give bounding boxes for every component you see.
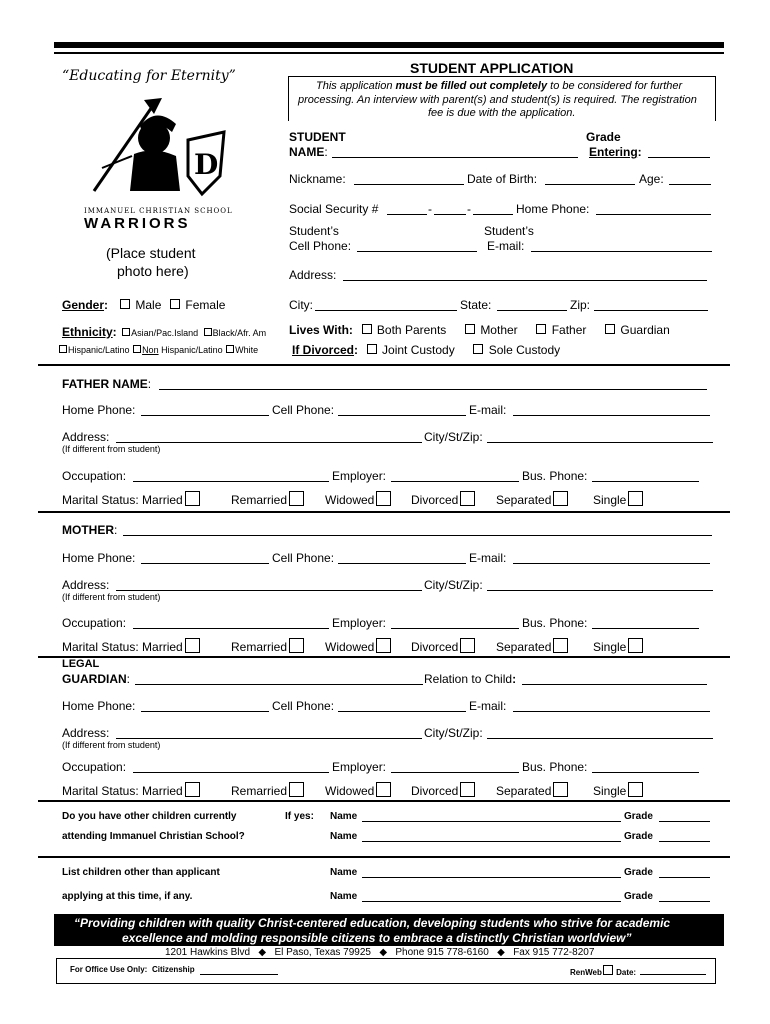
guardian-occupation-label: Occupation: <box>62 760 127 774</box>
father-if-different: (If different from student) <box>62 444 161 454</box>
guardian-address-label: Address: <box>62 726 110 740</box>
father-occupation-label: Occupation: <box>62 469 127 483</box>
diamond-icon: ◆ <box>258 947 267 958</box>
other-children-question-2: attending Immanuel Christian School? <box>62 831 245 842</box>
guardian-city-field[interactable] <box>487 738 713 739</box>
joint-custody-checkbox[interactable] <box>367 344 377 354</box>
mother-address-field[interactable] <box>116 590 422 591</box>
mother-widowed-checkbox[interactable] <box>376 638 391 653</box>
divider-4 <box>38 800 730 802</box>
divider-1 <box>38 364 730 366</box>
top-bar-thick <box>54 42 724 48</box>
father-email-label: E-mail: <box>469 403 507 417</box>
father-cell-phone-label: Cell Phone: <box>272 403 335 417</box>
intro-line3: fee is due with the application. <box>428 107 576 119</box>
applying-name-field-2[interactable] <box>362 901 621 902</box>
renweb-checkbox[interactable] <box>603 965 613 975</box>
mother-bus-phone-field[interactable] <box>592 628 699 629</box>
guardian-cell-phone-field[interactable] <box>338 711 466 712</box>
students-email-label-1: Student’s <box>484 224 534 238</box>
applying-name-label-2: Name <box>330 891 358 902</box>
father-widowed-checkbox[interactable] <box>376 491 391 506</box>
father-single-checkbox[interactable] <box>628 491 643 506</box>
dob-label: Date of Birth: <box>467 172 538 186</box>
zip-label: Zip: <box>570 298 591 312</box>
guardian-label: GUARDIAN: <box>62 672 131 686</box>
entering-label: Entering: <box>589 145 642 159</box>
renweb-row: RenWeb Date: <box>570 965 636 977</box>
father-address-label: Address: <box>62 430 110 444</box>
guardian-employer-label: Employer: <box>332 760 387 774</box>
guardian-cell-phone-label: Cell Phone: <box>272 699 335 713</box>
mother-checkbox[interactable] <box>465 324 475 334</box>
list-children-2: applying at this time, if any. <box>62 891 193 902</box>
age-label: Age: <box>639 172 664 186</box>
office-date-field[interactable] <box>640 974 706 975</box>
child-grade-field-1[interactable] <box>659 821 710 822</box>
diamond-icon: ◆ <box>379 947 388 958</box>
child-name-label-2: Name <box>330 831 358 842</box>
mother-home-phone-field[interactable] <box>141 563 269 564</box>
mother-home-phone-label: Home Phone: <box>62 551 136 565</box>
divider-5 <box>38 856 730 858</box>
students-cell-label-1: Student’s <box>289 224 339 238</box>
father-name-field[interactable] <box>159 389 707 390</box>
father-home-phone-label: Home Phone: <box>62 403 136 417</box>
diamond-icon: ◆ <box>497 947 505 958</box>
mother-remarried-checkbox[interactable] <box>289 638 304 653</box>
both-parents-checkbox[interactable] <box>362 324 372 334</box>
guardian-separated-checkbox[interactable] <box>553 782 568 797</box>
warrior-logo-icon <box>84 96 234 206</box>
mother-divorced-checkbox[interactable] <box>460 638 475 653</box>
nickname-label: Nickname: <box>289 172 346 186</box>
guardian-employer-field[interactable] <box>391 772 519 773</box>
mother-cell-phone-field[interactable] <box>338 563 466 564</box>
intro-line1: This application must be filled out completely to be considered for further <box>316 80 683 92</box>
mother-city-field[interactable] <box>487 590 713 591</box>
guardian-remarried-checkbox[interactable] <box>289 782 304 797</box>
mother-bus-phone-label: Bus. Phone: <box>522 616 588 630</box>
grade-entering-field[interactable] <box>648 157 710 158</box>
mother-cell-phone-label: Cell Phone: <box>272 551 335 565</box>
guardian-address-field[interactable] <box>116 738 422 739</box>
state-label: State: <box>460 298 492 312</box>
age-field[interactable] <box>669 184 711 185</box>
guardian-marital-row: Marital Status: Married <box>62 782 200 798</box>
guardian-home-phone-field[interactable] <box>141 711 269 712</box>
citizenship-label: Citizenship <box>152 965 195 974</box>
guardian-married-checkbox[interactable] <box>185 782 200 797</box>
applying-grade-field-2[interactable] <box>659 901 710 902</box>
other-children-question-1: Do you have other children currently <box>62 811 237 822</box>
child-name-field-2[interactable] <box>362 841 621 842</box>
motto: “Educating for Eternity” <box>62 68 236 84</box>
ethnicity-row-2: Hispanic/Latino Non Hispanic/Latino White <box>58 345 258 355</box>
student-name-label: NAME: <box>289 145 328 159</box>
if-divorced-row: If Divorced: Joint Custody Sole Custody <box>292 343 561 357</box>
black-checkbox[interactable] <box>204 328 212 336</box>
guardian-divorced-checkbox[interactable] <box>460 782 475 797</box>
father-remarried-checkbox[interactable] <box>289 491 304 506</box>
father-city-label: City/St/Zip: <box>424 430 483 444</box>
state-field[interactable] <box>497 310 567 311</box>
gender-row: Gender: Male Female <box>62 298 226 312</box>
non-hispanic-checkbox[interactable] <box>133 345 141 353</box>
contact-row: 1201 Hawkins Blvd ◆ El Paso, Texas 79925 ◆ Phone 915 778-6160 ◆ Fax 915 772-8207 <box>165 947 595 958</box>
city-field[interactable] <box>315 310 457 311</box>
relation-label: Relation to Child: <box>424 672 517 686</box>
page-title: STUDENT APPLICATION <box>410 60 574 76</box>
white-checkbox[interactable] <box>226 345 234 353</box>
sole-custody-checkbox[interactable] <box>473 344 483 354</box>
applying-grade-label-1: Grade <box>624 867 653 878</box>
nickname-field[interactable] <box>354 184 464 185</box>
mother-occupation-field[interactable] <box>133 628 329 629</box>
applying-grade-label-2: Grade <box>624 891 653 902</box>
lives-with-row: Lives With: Both Parents Mother Father Guardian <box>289 323 670 337</box>
father-email-field[interactable] <box>513 415 710 416</box>
father-home-phone-field[interactable] <box>141 415 269 416</box>
mother-single-checkbox[interactable] <box>628 638 643 653</box>
guardian-bus-phone-label: Bus. Phone: <box>522 760 588 774</box>
citizenship-field[interactable] <box>200 974 278 975</box>
guardian-single-checkbox[interactable] <box>628 782 643 797</box>
applying-name-label-1: Name <box>330 867 358 878</box>
father-bus-phone-label: Bus. Phone: <box>522 469 588 483</box>
applying-grade-field-1[interactable] <box>659 877 710 878</box>
father-employer-field[interactable] <box>391 481 519 482</box>
ssn-label: Social Security # <box>289 202 379 216</box>
if-yes-label: If yes: <box>285 811 314 822</box>
student-name-field[interactable] <box>332 157 578 158</box>
guardian-email-field[interactable] <box>513 711 710 712</box>
ssn-field-3[interactable] <box>473 214 513 215</box>
child-grade-label-1: Grade <box>624 811 653 822</box>
father-occupation-field[interactable] <box>133 481 329 482</box>
student-cell-field[interactable] <box>357 251 477 252</box>
ssn-field-2[interactable] <box>434 214 466 215</box>
zip-field[interactable] <box>594 310 708 311</box>
mother-email-label: E-mail: <box>469 551 507 565</box>
guardian-occupation-field[interactable] <box>133 772 329 773</box>
mission-line2: excellence and molding responsible citizens to embrace a distinctly Christian worldview” <box>122 931 632 945</box>
students-email-label-2: E-mail: <box>487 239 525 253</box>
students-cell-label-2: Cell Phone: <box>289 239 352 253</box>
guardian-widowed-checkbox[interactable] <box>376 782 391 797</box>
asian-checkbox[interactable] <box>122 328 130 336</box>
mother-name-label: MOTHER: <box>62 523 118 537</box>
father-name-label: FATHER NAME: <box>62 377 152 391</box>
father-cell-phone-field[interactable] <box>338 415 466 416</box>
guardian-city-label: City/St/Zip: <box>424 726 483 740</box>
photo-placeholder-line1: (Place student <box>106 245 196 261</box>
photo-placeholder-line2: photo here) <box>117 263 189 279</box>
divider-3 <box>38 656 730 658</box>
child-grade-field-2[interactable] <box>659 841 710 842</box>
mother-married-checkbox[interactable] <box>185 638 200 653</box>
guardian-name-field[interactable] <box>135 684 423 685</box>
list-children-1: List children other than applicant <box>62 867 220 878</box>
father-marital-row: Marital Status: Married <box>62 491 200 507</box>
female-checkbox[interactable] <box>170 299 180 309</box>
mother-address-label: Address: <box>62 578 110 592</box>
student-label: STUDENT <box>289 130 346 144</box>
mother-occupation-label: Occupation: <box>62 616 127 630</box>
divider-2 <box>38 511 730 513</box>
dob-field[interactable] <box>545 184 635 185</box>
city-label: City: <box>289 298 313 312</box>
team-name: WARRIORS <box>84 215 191 232</box>
ethnicity-row: Ethnicity: Asian/Pac.Island Black/Afr. Am <box>62 325 267 339</box>
guardian-if-different: (If different from student) <box>62 740 161 750</box>
relation-field[interactable] <box>522 684 707 685</box>
child-name-field-1[interactable] <box>362 821 621 822</box>
student-email-field[interactable] <box>531 251 712 252</box>
mother-if-different: (If different from student) <box>62 592 161 602</box>
svg-text:D: D <box>194 148 219 181</box>
guardian-email-label: E-mail: <box>469 699 507 713</box>
ssn-field-1[interactable] <box>387 214 427 215</box>
mother-city-label: City/St/Zip: <box>424 578 483 592</box>
grade-label: Grade <box>586 130 621 144</box>
child-name-label-1: Name <box>330 811 358 822</box>
address-field[interactable] <box>343 280 707 281</box>
address-label: Address: <box>289 268 337 282</box>
child-grade-label-2: Grade <box>624 831 653 842</box>
father-employer-label: Employer: <box>332 469 387 483</box>
legal-label: LEGAL <box>62 658 100 670</box>
mother-marital-row: Marital Status: Married <box>62 638 200 654</box>
father-married-checkbox[interactable] <box>185 491 200 506</box>
mother-name-field[interactable] <box>123 535 712 536</box>
intro-line2: processing. An interview with parent(s) and student(s) is required. The registration <box>298 94 697 106</box>
mother-email-field[interactable] <box>513 563 710 564</box>
mother-separated-checkbox[interactable] <box>553 638 568 653</box>
father-divorced-checkbox[interactable] <box>460 491 475 506</box>
father-city-field[interactable] <box>487 442 713 443</box>
male-checkbox[interactable] <box>120 299 130 309</box>
father-bus-phone-field[interactable] <box>592 481 699 482</box>
mother-employer-label: Employer: <box>332 616 387 630</box>
hispanic-checkbox[interactable] <box>59 345 67 353</box>
home-phone-field[interactable] <box>596 214 711 215</box>
mission-line1: “Providing children with quality Christ-centered education, developing students who strive for academic <box>74 916 671 930</box>
father-checkbox[interactable] <box>536 324 546 334</box>
guardian-checkbox[interactable] <box>605 324 615 334</box>
father-address-field[interactable] <box>116 442 422 443</box>
guardian-home-phone-label: Home Phone: <box>62 699 136 713</box>
guardian-bus-phone-field[interactable] <box>592 772 699 773</box>
father-separated-checkbox[interactable] <box>553 491 568 506</box>
home-phone-label: Home Phone: <box>516 202 590 216</box>
top-bar-thin <box>54 52 724 54</box>
mother-employer-field[interactable] <box>391 628 519 629</box>
applying-name-field-1[interactable] <box>362 877 621 878</box>
office-use-label: For Office Use Only: <box>70 965 148 974</box>
school-name: IMMANUEL CHRISTIAN SCHOOL <box>84 207 233 215</box>
